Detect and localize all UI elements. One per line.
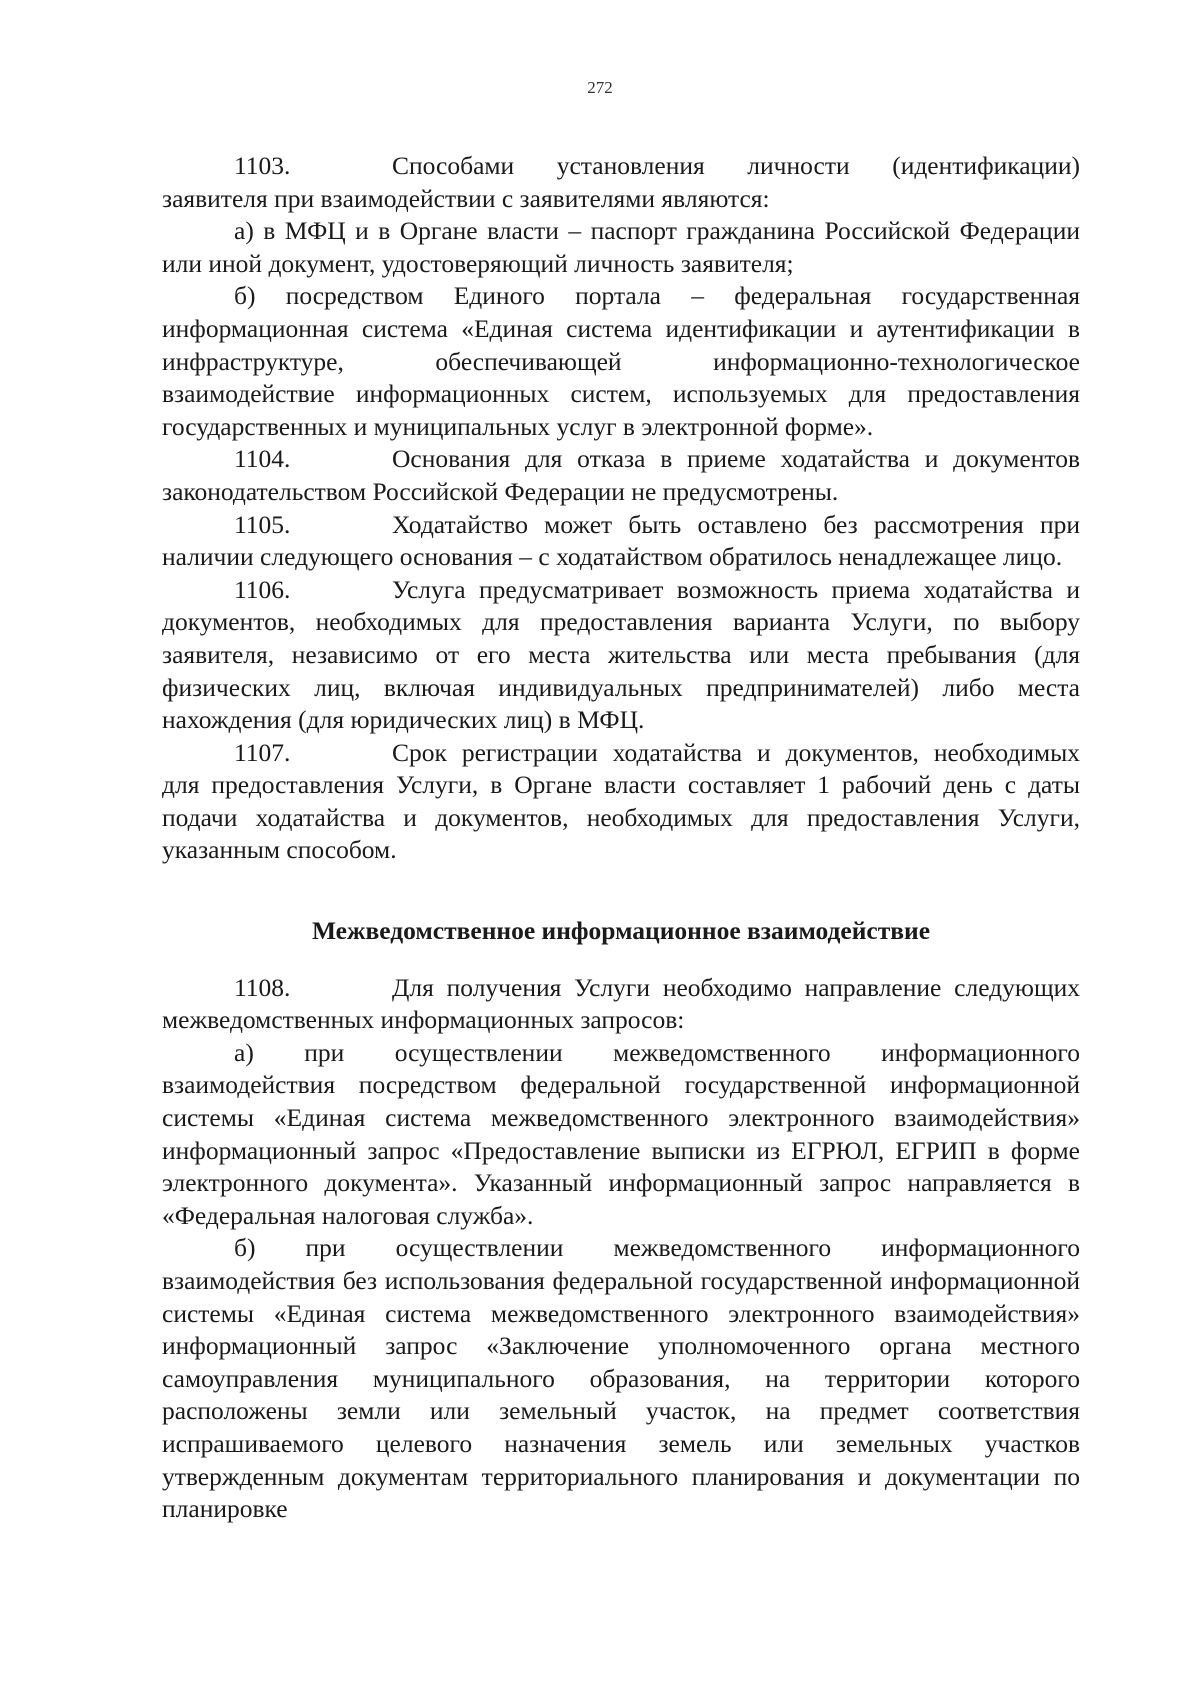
document-body — [162, 150, 1080, 1526]
page-number: 272 — [587, 78, 613, 97]
paragraph-1103-a: а) в МФЦ и в Органе власти – паспорт гражданина Российской Федерации или иной документ, удостоверяющий личность заявителя; — [162, 216, 1080, 278]
paragraph-text: Ходатайство может быть оставлено без рассмотрения при наличии следующего основания – с ходатайством обратилось ненадлежащее лицо. — [162, 509, 1080, 572]
paragraph-number: 1108. — [234, 972, 291, 1002]
paragraph-1108-a: а) при осуществлении межведомственного информационного взаимодействия посредством федеральной государственной информационной системы «Единая система межведомственного электронного взаимодействия» информационный запрос «Предоставление выписки из ЕГРЮЛ, ЕГРИП в форме электронного документа». Указанный информационный запрос направляется в «Федеральная налоговая служба». — [162, 1037, 1080, 1230]
paragraph-text: Способами установления личности (идентификации) заявителя при взаимодействии с заявителями являются: — [162, 151, 1080, 213]
section-heading: Межведомственное информационное взаимодействие — [311, 916, 931, 946]
paragraph-text: Основания для отказа в приеме ходатайства и документов законодательством Российской Федерации не предусмотрены. — [162, 444, 1080, 506]
paragraph-1103 — [162, 150, 1080, 215]
paragraph-number: 1104. — [234, 444, 291, 474]
paragraph-1108 — [162, 972, 1080, 1037]
paragraph-number: 1106. — [234, 574, 291, 604]
paragraph-text: Для получения Услуги необходимо направление следующих межведомственных информационных запросов: — [162, 972, 1080, 1035]
paragraph-text: Срок регистрации ходатайства и документов, необходимых для предоставления Услуги, в Органе власти составляет 1 рабочий день с даты подачи ходатайства и документов, необходимых для предоставления Услуги, указанным способом. — [162, 737, 1080, 865]
paragraph-number: 1105. — [234, 509, 291, 539]
paragraph-1108-b: б) при осуществлении межведомственного информационного взаимодействия без использования федеральной государственной информационной системы «Единая система межведомственного электронного взаимодействия» информационный запрос «Заключение уполномоченного органа местного самоуправления муниципального образования, на территории которого расположены земли или земельный участок, на предмет соответствия испрашиваемого целевого назначения земель или земельных участков утвержденным документам территориального планирования и документации по планировке — [162, 1233, 1080, 1524]
paragraph-1107 — [162, 737, 1080, 867]
paragraph-number: 1103. — [234, 151, 291, 180]
paragraph-number: 1107. — [234, 737, 291, 767]
paragraph-1104 — [162, 443, 1080, 508]
paragraph-1105 — [162, 509, 1080, 574]
paragraph-text: Услуга предусматривает возможность приема ходатайства и документов, необходимых для предоставления варианта Услуги, по выбору заявителя, независимо от его места жительства или места пребывания (для физических лиц, включая индивидуальных предпринимателей) либо места нахождения (для юридических лиц) в МФЦ. — [162, 574, 1080, 735]
paragraph-1103-b: б) посредством Единого портала – федеральная государственная информационная система «Единая система идентификации и аутентификации в инфраструктуре, обеспечивающей информационно-технологическое взаимодействие информационных систем, используемых для предоставления государственных и муниципальных услуг в электронной форме». — [162, 281, 1080, 441]
paragraph-1106 — [162, 574, 1080, 737]
